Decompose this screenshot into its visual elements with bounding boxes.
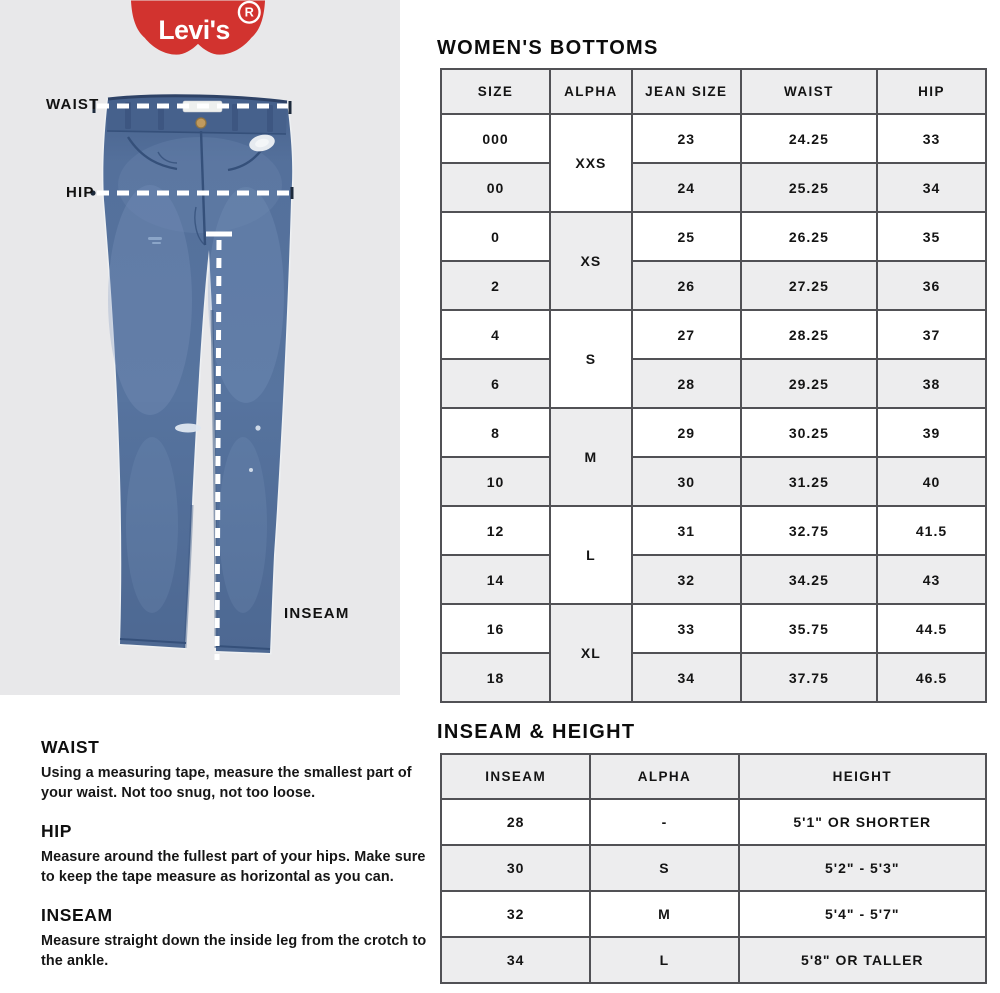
table-cell: 36 (877, 261, 986, 310)
size-row (441, 604, 986, 653)
guide-text-hip: Measure around the fullest part of your hips. Make sure to keep the tape measure as horizontal as you can. (41, 848, 426, 886)
table-cell: 26.25 (741, 212, 877, 261)
table-cell: 40 (877, 457, 986, 506)
guide-text-waist: Using a measuring tape, measure the smallest part of your waist. Not too snug, not too loose. (41, 765, 412, 802)
table-cell: 44.5 (877, 604, 986, 653)
size-row (441, 506, 986, 555)
table-cell: 10 (441, 457, 550, 506)
guide-heading-waist: WAIST (41, 737, 100, 757)
column-header: ALPHA (590, 754, 738, 799)
table-cell: 24 (632, 163, 741, 212)
alpha-cell: XS (550, 212, 632, 310)
table-cell: 27 (632, 310, 741, 359)
table-cell: 43 (877, 555, 986, 604)
table-cell: 34 (441, 937, 590, 983)
column-header: INSEAM (441, 754, 590, 799)
alpha-cell: XXS (550, 114, 632, 212)
table-cell: 32 (632, 555, 741, 604)
table-cell: 26 (632, 261, 741, 310)
inseam-height-table (440, 753, 987, 984)
table-cell: 12 (441, 506, 550, 555)
table-cell: 29.25 (741, 359, 877, 408)
table-cell: 18 (441, 653, 550, 702)
table-cell: 34 (632, 653, 741, 702)
table-cell: 37.75 (741, 653, 877, 702)
inseam-row (441, 799, 986, 845)
waist-diagram-label: WAIST (46, 96, 100, 113)
size-row (441, 310, 986, 359)
hip-diagram-label: HIP (66, 184, 95, 201)
size-row (441, 457, 986, 506)
table-cell: 28.25 (741, 310, 877, 359)
table-cell: 32 (441, 891, 590, 937)
table-cell: 30 (441, 845, 590, 891)
table-cell: 31 (632, 506, 741, 555)
table-cell: 38 (877, 359, 986, 408)
table-cell: 14 (441, 555, 550, 604)
photo-panel (0, 0, 400, 695)
column-header: SIZE (441, 69, 550, 114)
table-cell: 25 (632, 212, 741, 261)
table-cell: 0 (441, 212, 550, 261)
table-cell: 34.25 (741, 555, 877, 604)
table-cell: 31.25 (741, 457, 877, 506)
table-cell: 35.75 (741, 604, 877, 653)
guide-heading-hip: HIP (41, 820, 72, 841)
table-cell: 35 (877, 212, 986, 261)
table-cell: 5'2" - 5'3" (739, 845, 986, 891)
table-cell: 16 (441, 604, 550, 653)
table-cell: 2 (441, 261, 550, 310)
registered-mark-icon: R (244, 4, 254, 20)
size-row (441, 555, 986, 604)
womens-bottoms-table (440, 68, 987, 703)
table-cell: 46.5 (877, 653, 986, 702)
table-cell: 28 (441, 799, 590, 845)
table-cell: 5'4" - 5'7" (739, 891, 986, 937)
size-row (441, 163, 986, 212)
alpha-cell: M (550, 408, 632, 506)
table-cell: 00 (441, 163, 550, 212)
measuring-guide (41, 737, 435, 989)
column-header: WAIST (741, 69, 877, 114)
inseam-diagram-label: INSEAM (284, 605, 350, 622)
table-cell: 41.5 (877, 506, 986, 555)
size-row (441, 408, 986, 457)
inseam-row (441, 891, 986, 937)
inseam-row (441, 845, 986, 891)
logo-wordmark: Levi's (158, 14, 230, 45)
guide-section-hip (41, 821, 435, 888)
table-cell: 29 (632, 408, 741, 457)
table-cell: M (590, 891, 738, 937)
column-header: JEAN SIZE (632, 69, 741, 114)
size-row (441, 261, 986, 310)
size-row (441, 114, 986, 163)
guide-text-inseam: Measure straight down the inside leg from the crotch to the ankle. (41, 932, 427, 970)
table-cell: 23 (632, 114, 741, 163)
table-cell: 000 (441, 114, 550, 163)
table-cell: 27.25 (741, 261, 877, 310)
column-header: ALPHA (550, 69, 632, 114)
table-cell: 24.25 (741, 114, 877, 163)
alpha-cell: XL (550, 604, 632, 702)
column-header: HEIGHT (739, 754, 986, 799)
size-row (441, 359, 986, 408)
table-cell: 6 (441, 359, 550, 408)
alpha-cell: L (550, 506, 632, 604)
table-cell: 33 (877, 114, 986, 163)
table-cell: 4 (441, 310, 550, 359)
table-cell: 34 (877, 163, 986, 212)
size-row (441, 212, 986, 261)
table-cell: 30 (632, 457, 741, 506)
womens-bottoms-title: WOMEN'S BOTTOMS (437, 37, 659, 59)
table-cell: 39 (877, 408, 986, 457)
guide-section-waist (41, 737, 435, 804)
inseam-row (441, 937, 986, 983)
table-cell: 5'1" OR SHORTER (739, 799, 986, 845)
table-cell: L (590, 937, 738, 983)
table-cell: 32.75 (741, 506, 877, 555)
table-cell: 30.25 (741, 408, 877, 457)
alpha-cell: S (550, 310, 632, 408)
table-cell: 25.25 (741, 163, 877, 212)
table-cell: 8 (441, 408, 550, 457)
guide-section-inseam (41, 905, 435, 972)
inseam-height-title: INSEAM & HEIGHT (437, 721, 636, 743)
table-cell: 37 (877, 310, 986, 359)
guide-heading-inseam: INSEAM (41, 904, 113, 925)
jeans-button (196, 118, 206, 128)
table-cell: S (590, 845, 738, 891)
size-row (441, 653, 986, 702)
table-cell: 5'8" OR TALLER (739, 937, 986, 983)
column-header: HIP (877, 69, 986, 114)
table-cell: - (590, 799, 738, 845)
table-cell: 33 (632, 604, 741, 653)
table-cell: 28 (632, 359, 741, 408)
